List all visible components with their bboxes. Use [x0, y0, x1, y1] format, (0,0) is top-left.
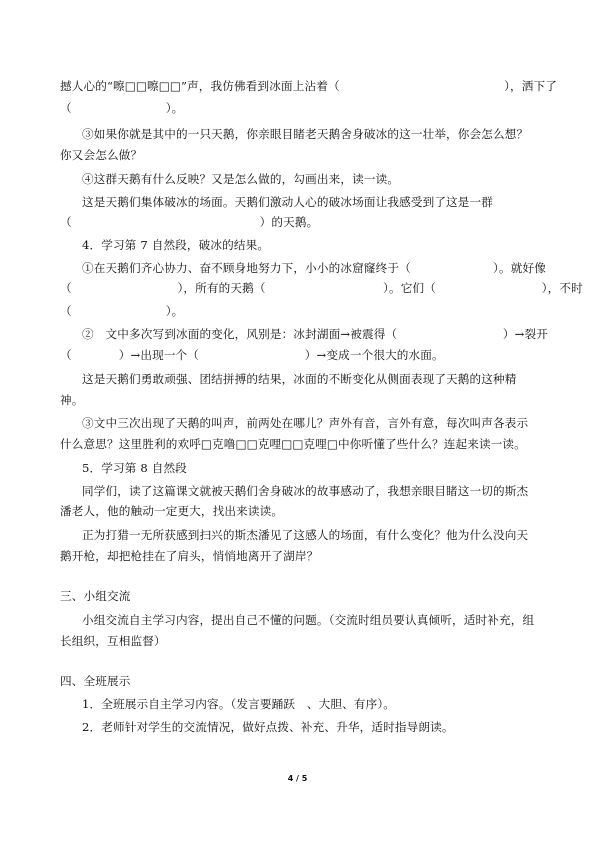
page-number: 4 / 5	[287, 774, 308, 783]
text-line: 鹅开枪，却把枪挂在了肩头，悄悄地离开了湖岸？	[60, 549, 319, 563]
text-line: ①在天鹅们齐心协力、奋不顾身地努力下，小小的冰窟窿终于（ ）。就好像	[82, 261, 546, 275]
text-line: ③如果你就是其中的一只天鹅，你亲眼目睹老天鹅舍身破冰的这一壮举，你会怎么想？	[82, 127, 529, 141]
text-line: 这是天鹅们勇敢顽强、团结拼搏的结果，冰面的不断变化从侧面表现了天鹅的这种精	[82, 372, 517, 386]
text-line: ② 文中多次写到冰面的变化，风别是：冰封湖面→被震得（ ）→裂开	[82, 327, 548, 341]
text-line: 神。	[60, 393, 84, 407]
text-line: 2．老师针对学生的交流情况，做好点拨、补充、升华，适时指导朗读。	[82, 720, 454, 734]
section-heading: 四、全班展示	[60, 674, 131, 688]
text-line: ③文中三次出现了天鹅的叫声，前两处在哪儿？声外有音，言外有意，每次叫声各表示	[82, 416, 529, 430]
text-line: 1．全班展示自主学习内容。（发言要踊跃 、大胆、有序）。	[82, 697, 396, 711]
text-line: ④这群天鹅有什么反映？又是怎么做的，勾画出来，读一读。	[82, 172, 400, 186]
text-line: （ ）。	[60, 304, 184, 318]
text-line: 长组织，互相监督）	[60, 634, 166, 648]
text-line: 同学们，读了这篇课文就被天鹅们舍身破冰的故事感动了，我想亲眼目睹这一切的斯杰	[82, 484, 529, 498]
text-line: （ ），所有的天鹅（ ）。它们（ ），不时	[60, 281, 583, 295]
text-line: （ ）。	[60, 101, 184, 115]
section-heading: 三、小组交流	[60, 589, 131, 603]
text-line: 什么意思？这里胜利的欢呼□克噜□□克哩□□克哩□中你听懂了些什么？连起来读一读。	[60, 437, 526, 451]
text-line: （ ）的天鹅。	[60, 215, 319, 229]
text-line: 你又会怎么做？	[60, 148, 143, 162]
text-line: 这是天鹅们集体破冰的场面。天鹅们激动人心的破冰场面让我感受到了这是一群	[82, 195, 494, 209]
text-line: 小组交流自主学习内容，提出自己不懂的问题。（交流时组员要认真倾听，适时补充，组	[82, 613, 535, 627]
text-line: 撼人心的“嚓□□嚓□□”声，我仿佛看到冰面上沾着（ ），洒下了	[60, 79, 558, 93]
text-line: 潘老人，他的触动一定更大，找出来读读。	[60, 504, 284, 518]
text-line: （ ）→出现一个（ ）→变成一个很大的水面。	[60, 348, 444, 362]
section-heading: 5．学习第 8 自然段	[82, 461, 187, 475]
text-line: 正为打猎一无所获感到扫兴的斯杰潘见了这感人的场面，有什么变化？他为什么没向天	[82, 528, 529, 542]
section-heading: 4．学习第 7 自然段，破冰的结果。	[82, 238, 270, 252]
